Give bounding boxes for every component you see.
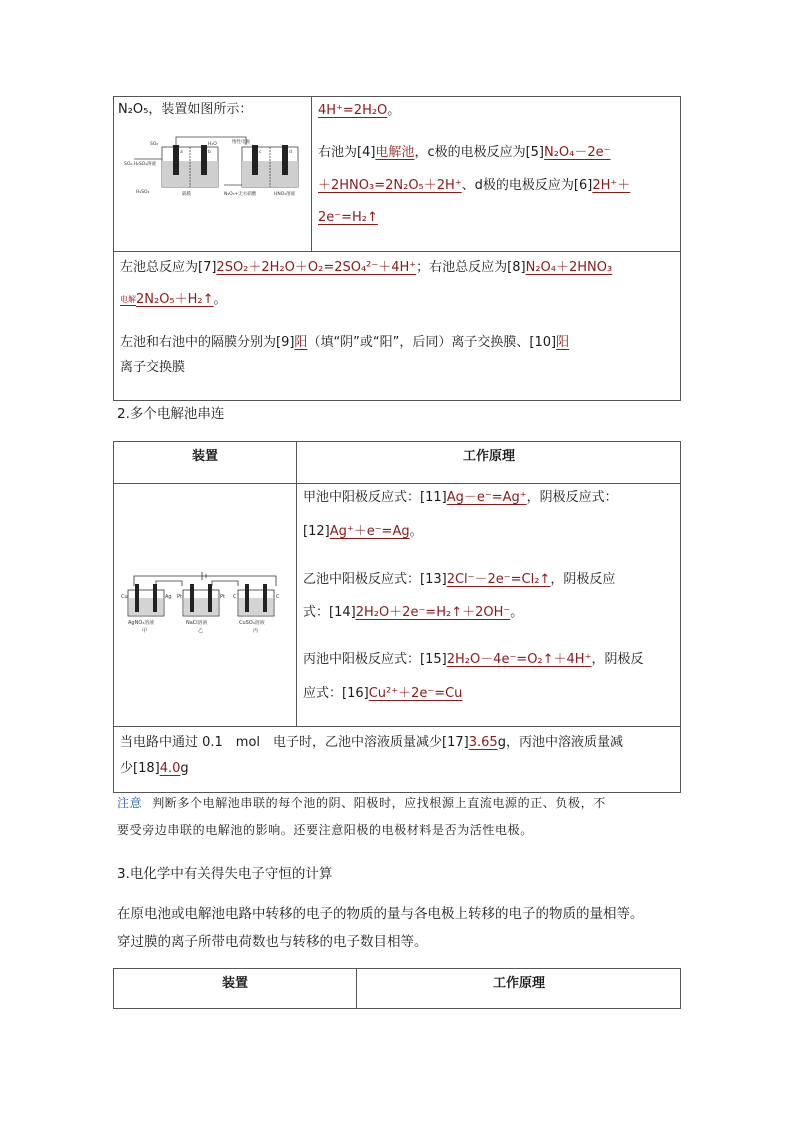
answer-7: 2SO₂＋2H₂O＋O₂=2SO₄²⁻＋4H⁺: [216, 260, 417, 275]
answer-4: 电解池: [375, 145, 415, 160]
answer-18: 4.0: [159, 761, 181, 776]
answer-6b: 2e⁻=H₂↑: [318, 210, 378, 225]
fig1-a-label: a: [180, 150, 183, 155]
fig2-c1-label: C: [233, 594, 237, 600]
table1-left-cell: [114, 97, 311, 251]
table2-header-right: 工作原理: [296, 442, 681, 483]
answer-10: 阳: [556, 335, 570, 350]
table2-bottom-cell: 当电路中通过 0.1 mol 电子时，乙池中溶液质量减少[17]3.65g，丙池中溶液质量减 少[18]4.0g: [114, 726, 681, 793]
fig2-ag-label: Ag: [165, 594, 172, 600]
note-line-2: 要受旁边串联的电解池的影响。还要注意阳极的电极材料是否为活性电极。: [117, 823, 533, 837]
answer-12: Ag⁺＋e⁻=Ag: [329, 524, 410, 539]
section-2-title: 2.多个电解池串连: [117, 406, 225, 422]
fig2-cell1-name: 甲: [142, 628, 148, 634]
series-cells-figure: [120, 568, 290, 634]
fig1-h2so4-out-label: H₂SO₄: [136, 190, 150, 195]
paragraph-2: 穿过膜的离子所带电荷数也与转移的电子数目相等。: [117, 934, 428, 950]
answer-9: 阳: [294, 335, 308, 350]
table1-bottom-cell: 左池总反应为[7]2SO₂＋2H₂O＋O₂=2SO₄²⁻＋4H⁺；右池总反应为[8]N₂O₄＋2HNO₃ $^{电解}$2N₂O₅＋H₂↑。 左池和右池中的隔膜分别为[9]阳（填“阴”或“阳”，后同）离子交换膜、[10]阳 离子交换膜: [114, 251, 681, 401]
answer-15: 2H₂O－4e⁻=O₂↑＋4H⁺: [446, 652, 592, 667]
answer-8b: 2N₂O₅＋H₂↑: [136, 292, 214, 307]
fig1-c-label: c: [259, 150, 262, 155]
table1-right-cell: 4H⁺=2H₂O。 右池为[4]电解池，c极的电极反应为[5]N₂O₄－2e⁻ ＋2HNO₃=2N₂O₅＋2H⁺、d极的电极反应为[6]2H⁺＋ 2e⁻=H₂↑: [311, 97, 681, 251]
fig2-cell3-solution: CuSO₄溶液: [239, 620, 265, 626]
answer-6a: 2H⁺＋: [592, 178, 631, 193]
table2-principle-cell: 甲池中阳极反应式：[11]Ag－e⁻=Ag⁺，阴极反应式： [12]Ag⁺＋e⁻=Ag。 乙池中阳极反应式：[13]2Cl⁻－2e⁻=Cl₂↑，阴极反应 式：[14]2H₂O＋2e⁻=H₂↑＋2OH⁻。 丙池中阳极反应式：[15]2H₂O－4e⁻=O₂↑＋4H⁺，阴极反 应式：[16]Cu²⁺＋2e⁻=Cu: [296, 483, 681, 726]
answer-5b: ＋2HNO₃=2N₂O₅＋2H⁺: [318, 178, 462, 193]
table2-header-left: 装置: [191, 449, 218, 464]
fig1-hno3-label: HNO₃溶液: [274, 192, 296, 197]
paragraph-1: 在原电池或电解池电路中转移的电子的物质的量与各电极上转移的电子的物质的量相等。: [117, 906, 644, 922]
fig1-membrane-label: 隔膜: [182, 192, 191, 197]
fig2-cell2-name: 乙: [198, 628, 204, 634]
note-line-1: 注意 判断多个电解池串联的每个池的阴、阳极时，应找根源上直流电源的正、负极，不: [117, 796, 606, 810]
note-label: 注意: [117, 796, 143, 810]
fig1-h2o-label: H₂O: [208, 142, 217, 147]
fig1-n2o5-label: N₂O₅+无水硝酸: [224, 192, 257, 197]
fig2-pt1-label: Pt: [177, 594, 182, 600]
answer-16: Cu²⁺＋2e⁻=Cu: [368, 686, 463, 701]
table3-header-left: 装置: [221, 976, 248, 991]
answer-17: 3.65: [468, 735, 498, 750]
table-electron-conservation: [113, 968, 681, 1009]
table-series-electrolysis: [113, 441, 681, 793]
table1-left-title: N₂O₅，装置如图所示：: [118, 102, 253, 117]
fig1-b-label: b: [208, 150, 211, 155]
fig1-h2so4-in-label: SO₂,H₂SO₄溶液: [124, 162, 157, 167]
fig2-cell2-solution: NaCl溶液: [186, 620, 208, 626]
fig2-cell3-name: 丙: [253, 628, 259, 634]
fig2-cu-label: Cu: [121, 594, 128, 600]
answer-5a: N₂O₄－2e⁻: [544, 145, 611, 160]
answer-1: 4H⁺=2H₂O: [318, 103, 388, 118]
fig2-cell1-solution: AgNO₃溶液: [128, 620, 155, 626]
fig2-pt2-label: Pt: [220, 594, 225, 600]
table3-header-right: 工作原理: [356, 969, 681, 1008]
answer-13: 2Cl⁻－2e⁻=Cl₂↑: [446, 572, 551, 587]
fig1-inert-electrode-label: 惰性电极: [232, 140, 250, 145]
section-3-title: 3.电化学中有关得失电子守恒的计算: [117, 866, 333, 882]
answer-8a: N₂O₄＋2HNO₃: [525, 260, 613, 275]
answer-11: Ag－e⁻=Ag⁺: [446, 490, 527, 505]
fig2-c2-label: C: [276, 594, 280, 600]
n2o5-apparatus-figure: [124, 135, 304, 199]
table-electrolysis-n2o5: [113, 96, 681, 401]
fig1-d-label: d: [289, 150, 292, 155]
fig1-so2-label: SO₂: [150, 142, 159, 147]
answer-14: 2H₂O＋2e⁻=H₂↑＋2OH⁻: [355, 605, 511, 620]
answer-8-electrolysis-mark: 电解: [120, 295, 136, 304]
table1-membrane-text: 离子交换膜: [120, 360, 186, 375]
table2-figure-cell: [114, 483, 296, 726]
